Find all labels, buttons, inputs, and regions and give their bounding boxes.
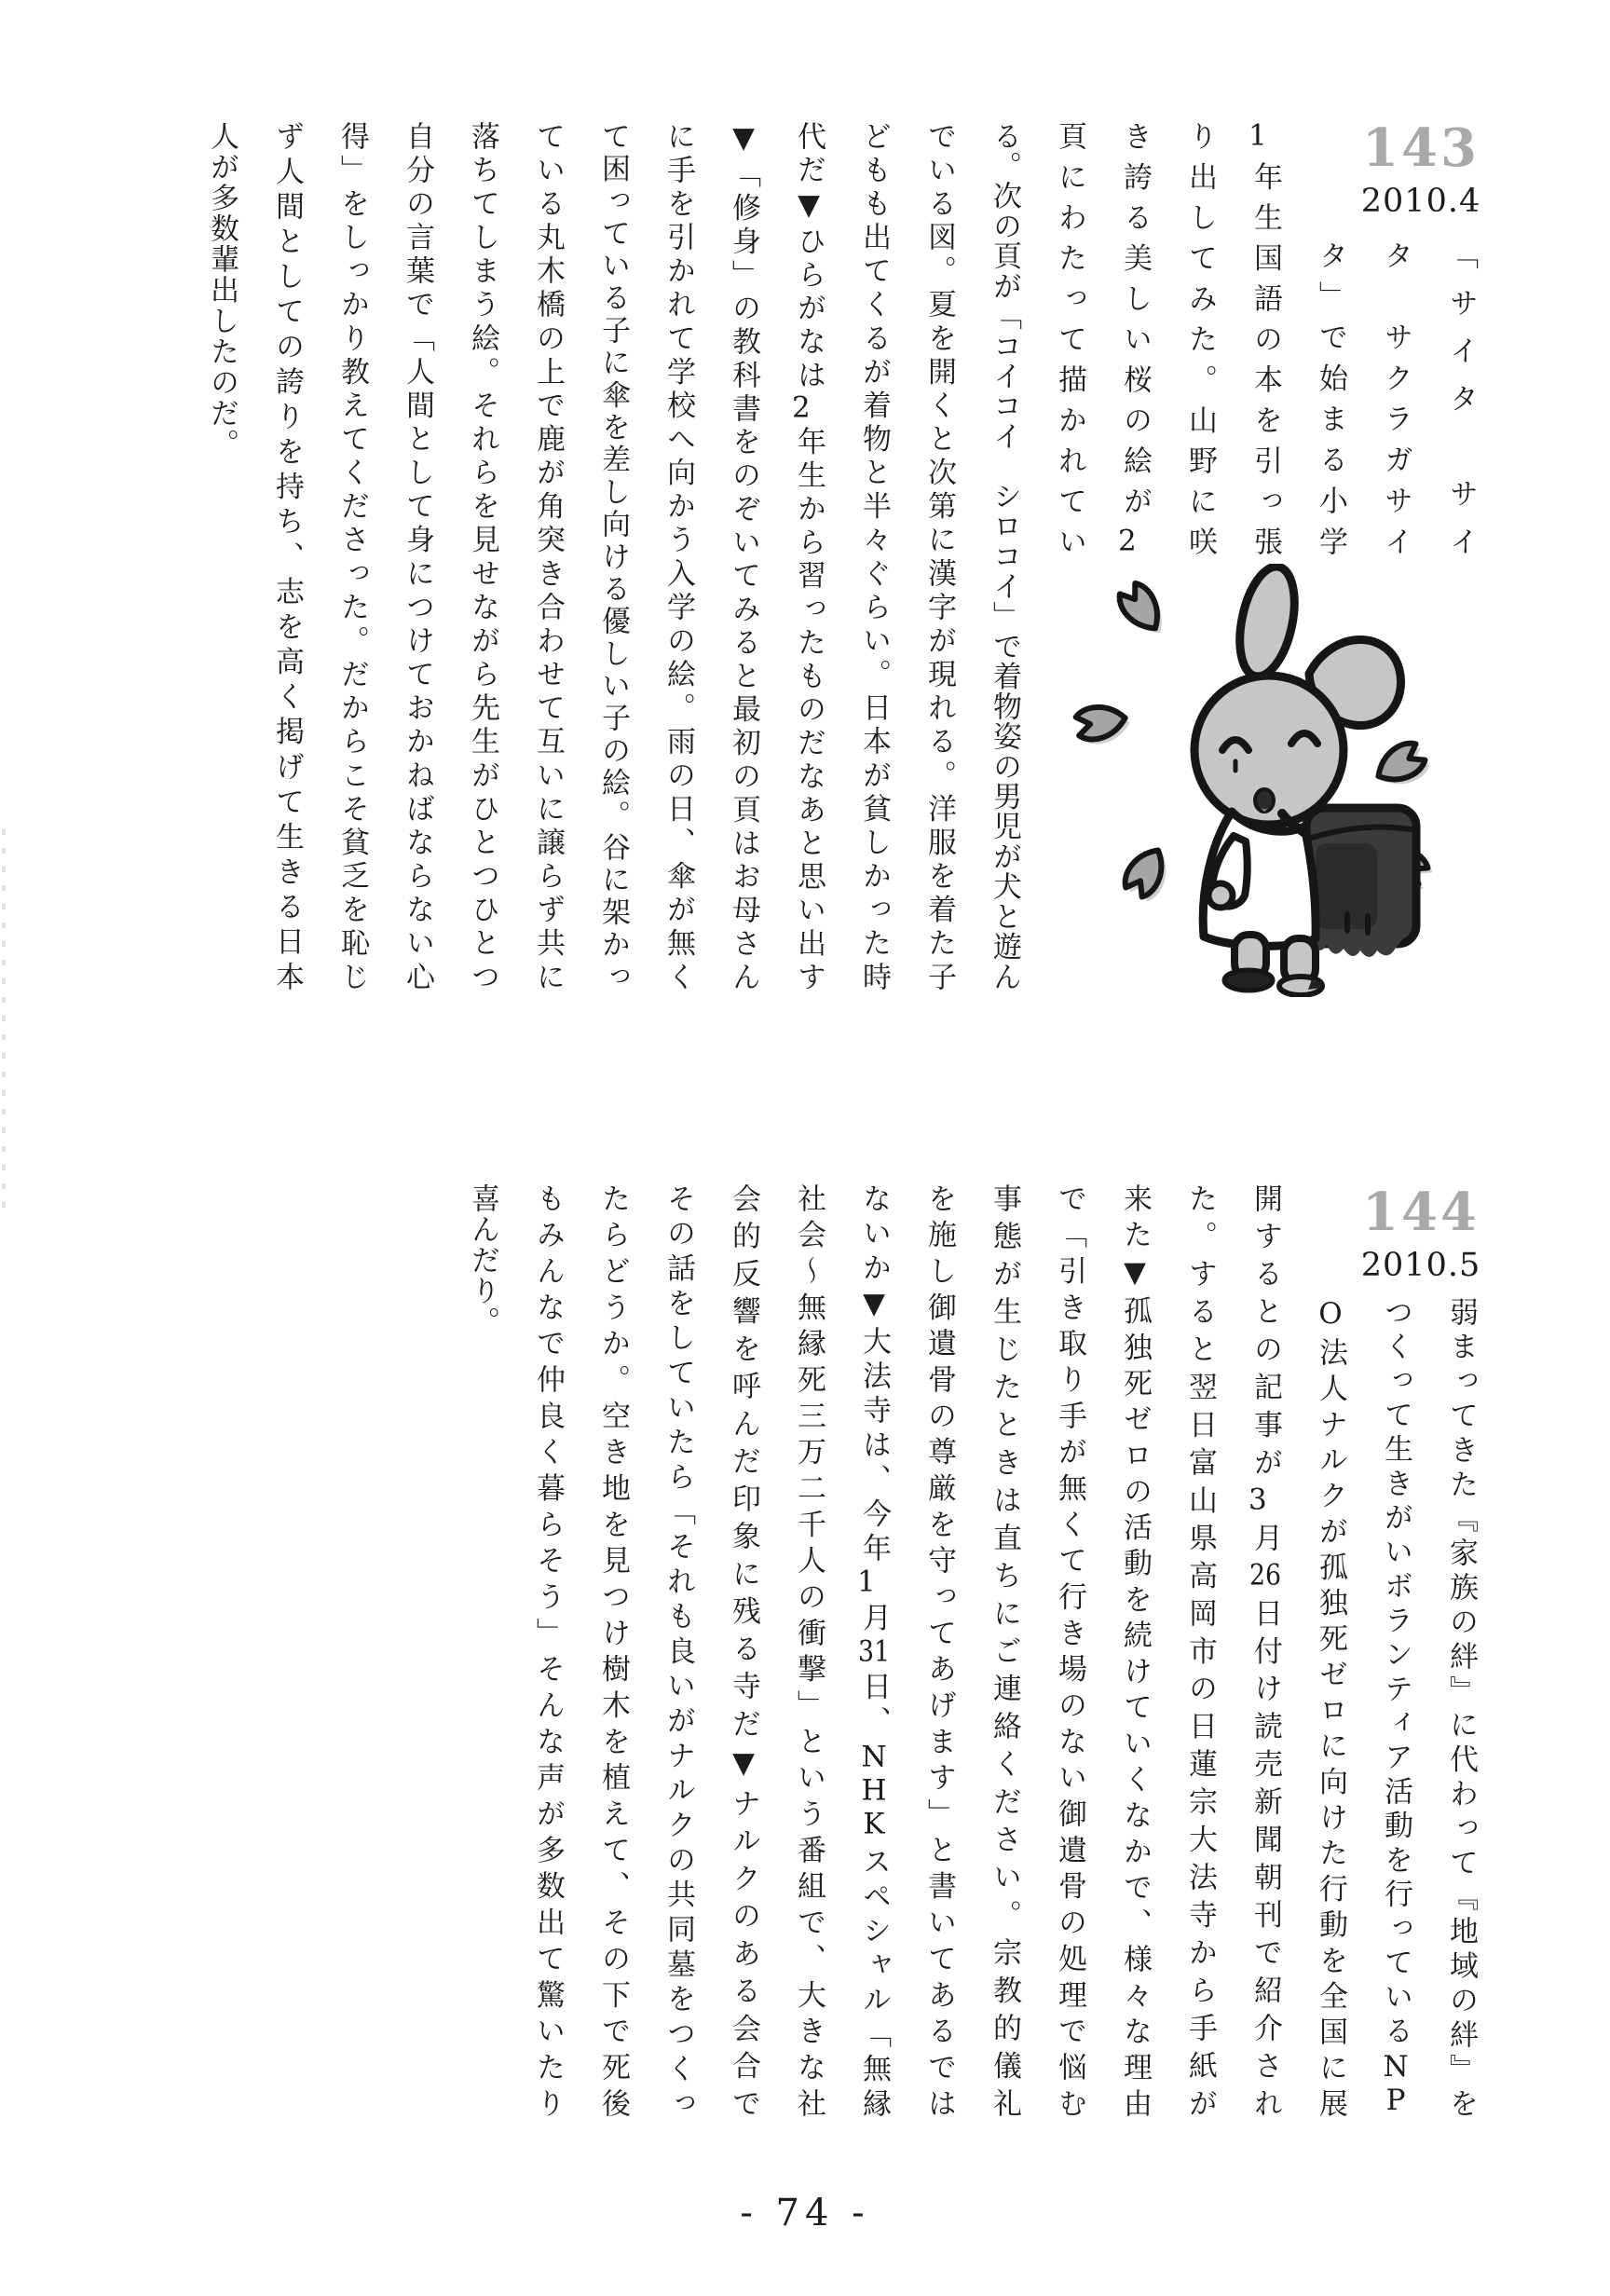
text-column: り出してみた。山野に咲 — [1183, 121, 1217, 555]
text-column: 来た▼孤独死ゼロの活動を続けていくなかで、様々な理由 — [1118, 1183, 1152, 2117]
section-date: 2010.5 — [1360, 1247, 1481, 1284]
randoseru-backpack — [1306, 808, 1416, 957]
text-column: 自分の言葉で「人間として身につけておかねばならない心 — [401, 121, 434, 991]
text-column: 頁にわたって描かれてい — [1053, 121, 1086, 555]
text-column: つくって生きがいボランティア活動を行っているNP — [1379, 1297, 1412, 2118]
text-column: る。次の頁が「コイコイ シロコイ」で着物姿の男児が犬と遊ん — [988, 121, 1021, 991]
text-column: た。すると翌日富山県高岡市の日蓮宗大法寺から手紙が — [1183, 1183, 1217, 2117]
text-column: ないか▼大法寺は、今年1月31日、NHKスペシャル「無縁 — [857, 1183, 891, 2117]
text-column: 開するとの記事が3月26日付け読売新聞朝刊で紹介され — [1248, 1183, 1282, 2118]
text-column: ▼「修身」の教科書をのぞいてみると最初の頁はお母さん — [727, 121, 760, 991]
text-column: ず人間としての誇りを持ち、志を高く掲げて生きる日本 — [270, 121, 304, 991]
text-column: 喜んだり。 — [466, 1183, 499, 1337]
text-column: 弱まってきた『家族の絆』に代わって『地域の絆』を — [1444, 1297, 1478, 2118]
rabbit-schoolchild-illustration — [1071, 564, 1463, 997]
page-number: - 74 - — [740, 2192, 870, 2234]
text-column: O法人ナルクが孤独死ゼロに向けた行動を全国に展 — [1314, 1297, 1347, 2118]
text-column: もみんなで仲良く暮らそう」そんな声が多数出て驚いたり — [531, 1183, 565, 2117]
text-column: どもも出てくるが着物と半々ぐらい。日本が貧しかった時 — [857, 121, 891, 991]
text-column: 事態が生じたときは直ちにご連絡ください。宗教的儀礼 — [988, 1183, 1021, 2117]
text-column: 落ちてしまう絵。それらを見せながら先生がひとつひとつ — [466, 121, 499, 991]
scan-edge-artifact — [2, 829, 6, 1221]
text-column: たらどうか。空き地を見つけ樹木を植えて、その下で死後 — [596, 1183, 630, 2117]
text-column: 得」をしっかり教えてくださった。だからこそ貧乏を恥じ — [335, 121, 369, 991]
section-number: 144 — [1362, 1182, 1480, 1243]
text-column: ている丸木橋の上で鹿が角突き合わせて互いに譲らず共に — [531, 121, 565, 991]
text-column: 人が多数輩出したのだ。 — [205, 121, 239, 459]
text-column: 社会～無縁死三万二千人の衝撃」という番組で、大きな社 — [792, 1183, 825, 2117]
text-column: タ」で始まる小学 — [1314, 240, 1347, 555]
text-column: 代だ▼ひらがなは2年生から習ったものだなあと思い出す — [792, 121, 825, 991]
text-column: を施し御遺骨の尊厳を守ってあげます」と書いてあるでは — [922, 1183, 956, 2117]
text-column: て困っている子に傘を差し向ける優しい子の絵。谷に架かっ — [596, 121, 630, 991]
section-number: 143 — [1362, 117, 1480, 179]
text-column: 1年生国語の本を引っ張 — [1248, 121, 1282, 555]
text-column: で「引き取り手が無くて行き場のない御遺骨の処理で悩む — [1053, 1183, 1086, 2117]
text-column: 「サイタ サイ — [1444, 240, 1478, 555]
text-column: その話をしていたら「それも良いがナルクの共同墓をつくっ — [662, 1183, 695, 2117]
text-column: 会的反響を呼んだ印象に残る寺だ▼ナルクのある会合で — [727, 1183, 760, 2117]
text-column: に手を引かれて学校へ向かう入学の絵。雨の日、傘が無く — [662, 121, 695, 991]
section-date: 2010.4 — [1360, 183, 1481, 220]
text-column: き誇る美しい桜の絵が2 — [1118, 121, 1152, 555]
text-column: タ サクラガサイ — [1379, 240, 1412, 555]
text-column: でいる図。夏を開くと次第に漢字が現れる。洋服を着た子 — [922, 121, 956, 991]
